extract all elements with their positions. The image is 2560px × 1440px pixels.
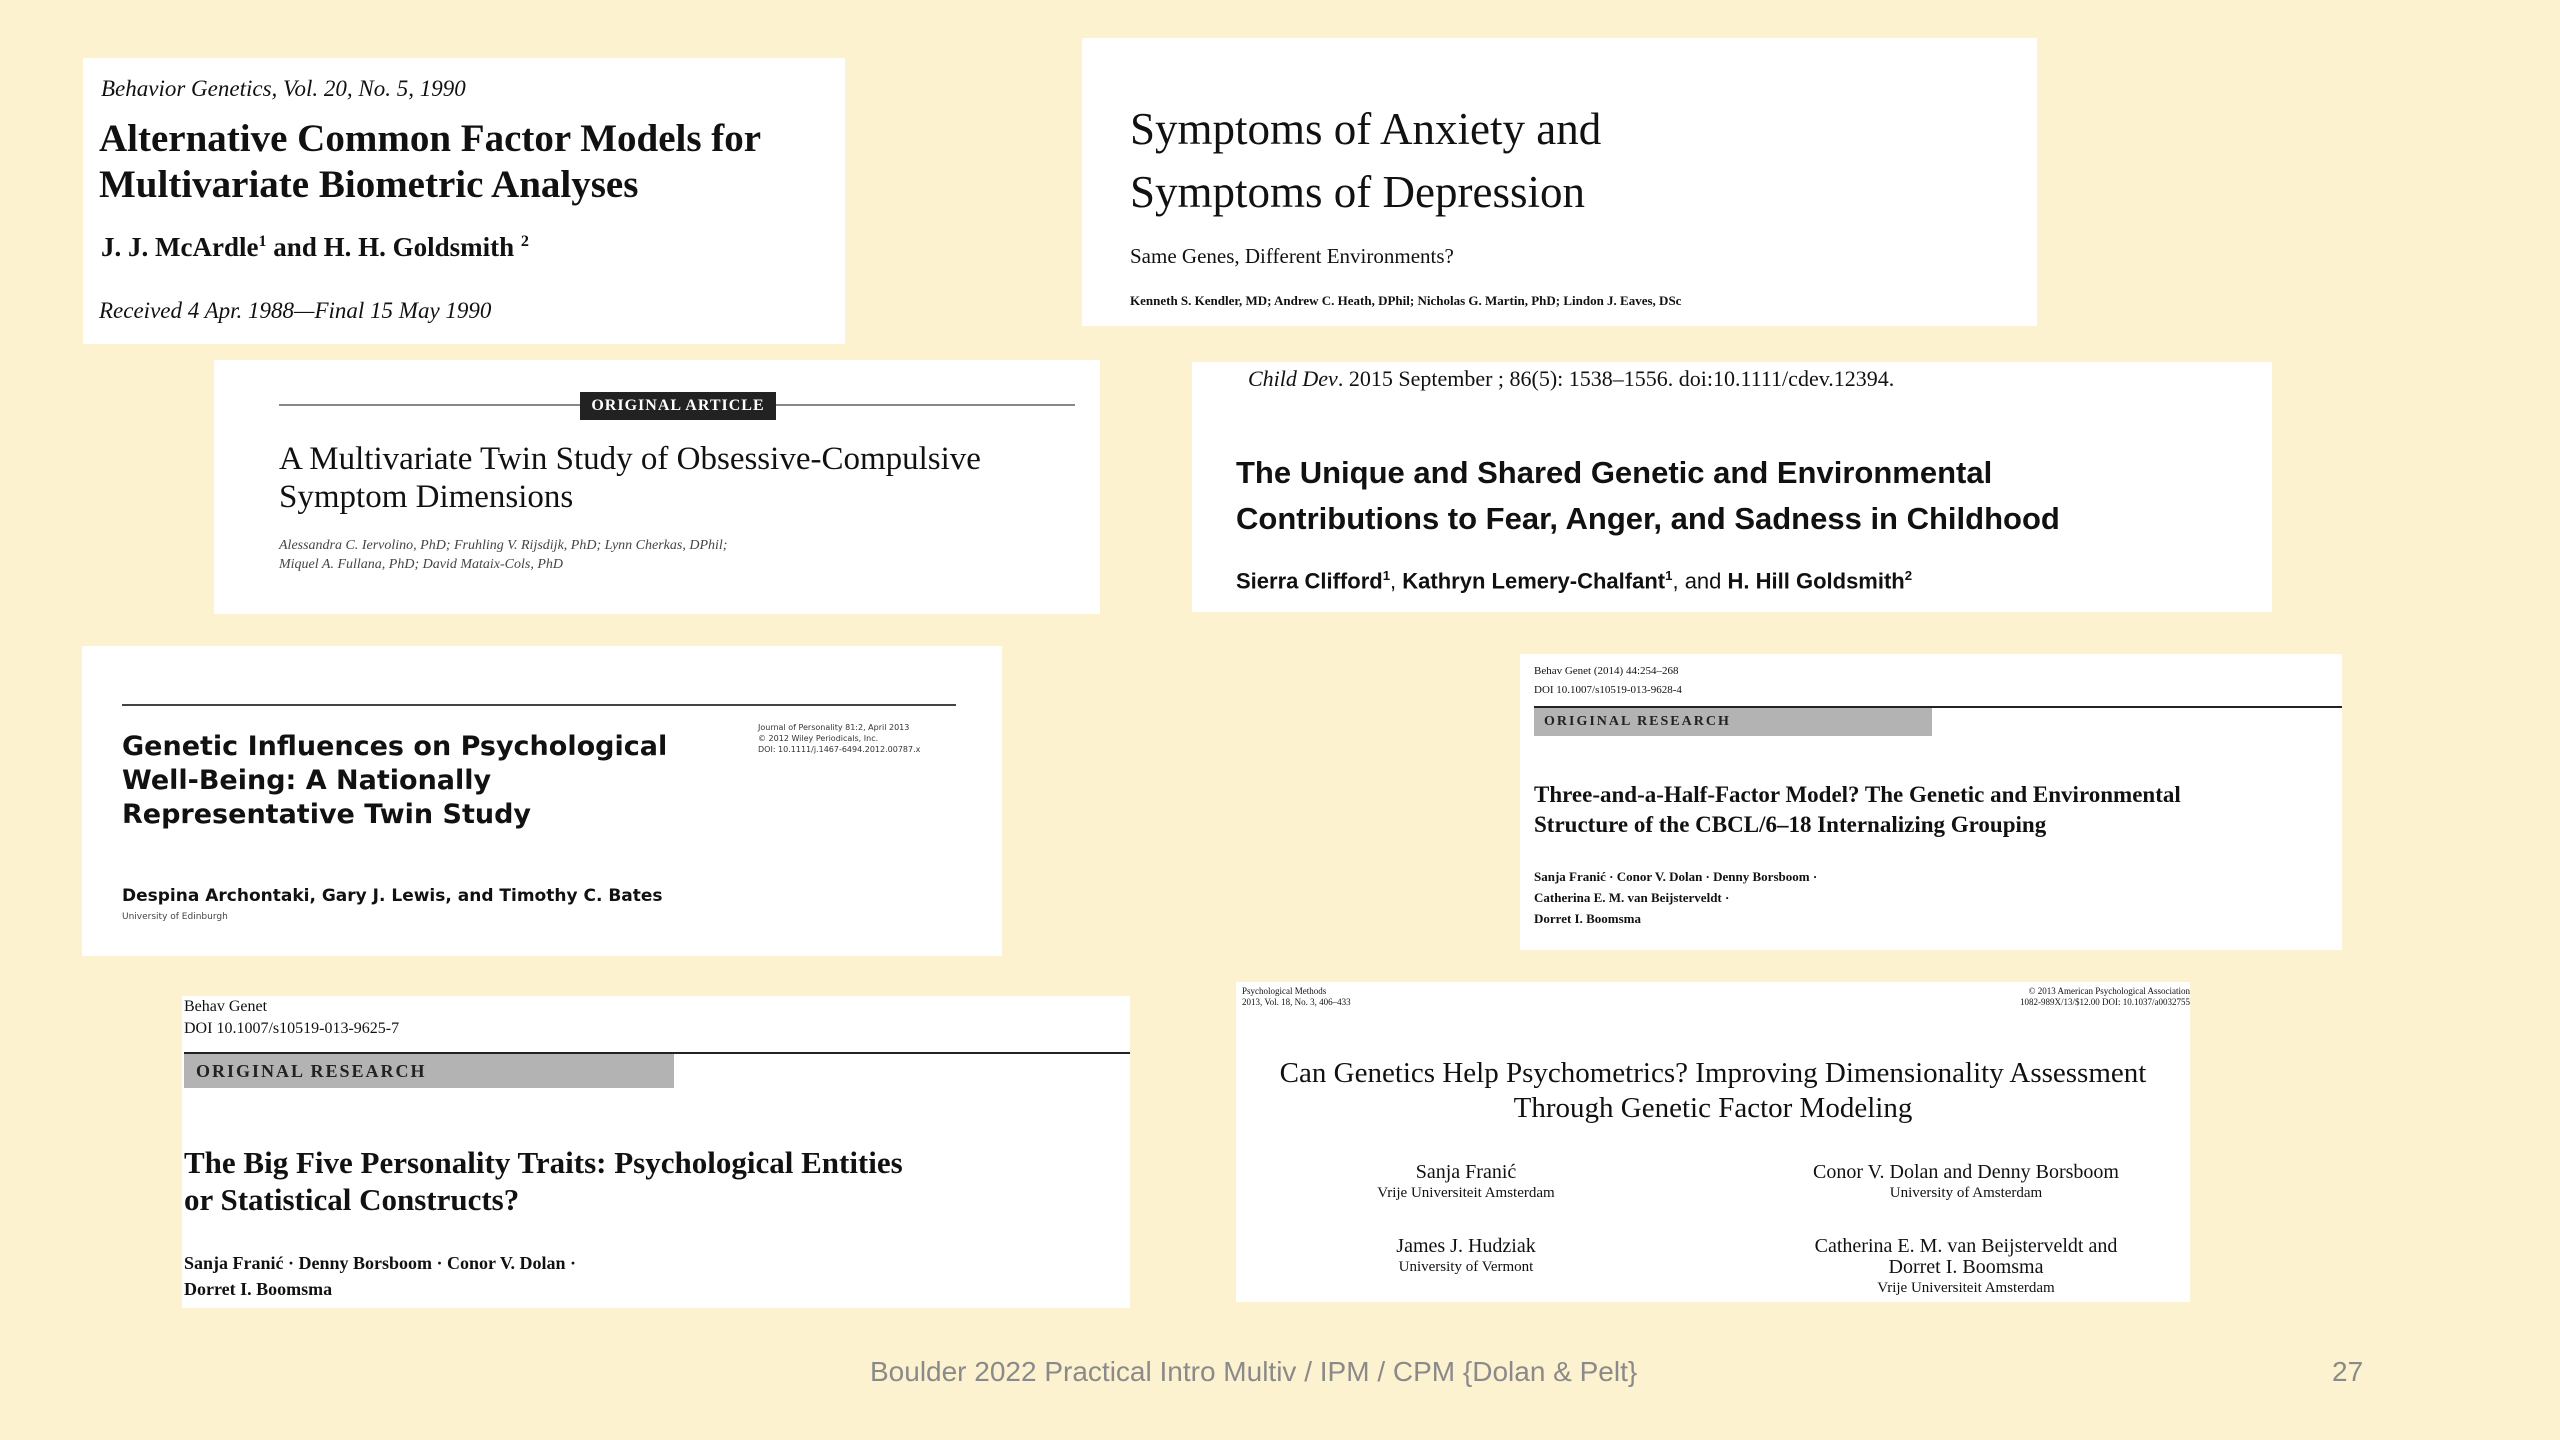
title-line: Three-and-a-Half-Factor Model? The Genetic and Environmental xyxy=(1534,782,2181,807)
author-line: Dorret I. Boomsma xyxy=(1534,911,1641,926)
meta-line: 2013, Vol. 18, No. 3, 406–433 xyxy=(1242,997,1351,1007)
title-line: Alternative Common Factor Models for xyxy=(99,117,762,160)
author-name: Dorret I. Boomsma xyxy=(1888,1256,2044,1278)
affiliation-mark: 1 xyxy=(258,232,267,250)
journal-citation: Behavior Genetics, Vol. 20, No. 5, 1990 xyxy=(101,76,466,101)
author-line: Catherina E. M. van Beijsterveldt · xyxy=(1534,890,1730,905)
paper-title xyxy=(1130,98,1601,224)
title-line: Contributions to Fear, Anger, and Sadness in Childhood xyxy=(1236,501,2060,536)
title-line: The Big Five Personality Traits: Psychological Entities xyxy=(184,1145,903,1180)
paper-card-archontaki xyxy=(82,646,1002,956)
author-name: Conor V. Dolan and Denny Borsboom xyxy=(1813,1161,2119,1183)
title-line: The Unique and Shared Genetic and Environmental xyxy=(1236,455,1993,490)
paper-title xyxy=(122,730,667,832)
title-line: Structure of the CBCL/6–18 Internalizing Grouping xyxy=(1534,812,2047,837)
paper-subtitle: Same Genes, Different Environments? xyxy=(1130,244,1454,268)
author-line: Alessandra C. Iervolino, PhD; Fruhling V. Rijsdijk, PhD; Lynn Cherkas, DPhil; xyxy=(279,538,728,553)
journal-meta xyxy=(184,996,399,1040)
meta-line: © 2013 American Psychological Association xyxy=(2028,986,2190,996)
affiliation-mark: 2 xyxy=(520,232,529,250)
author-list xyxy=(279,536,727,574)
author-affiliation: University of Vermont xyxy=(1398,1259,1534,1275)
title-line: Representative Twin Study xyxy=(122,799,532,830)
author-affiliation: Vrije Universiteit Amsterdam xyxy=(1877,1280,2055,1296)
author: and H. H. Goldsmith xyxy=(266,232,521,262)
author-list xyxy=(1534,866,1817,929)
meta-line: DOI 10.1007/s10519-013-9625-7 xyxy=(184,1020,400,1037)
paper-card-iervolino xyxy=(214,360,1100,614)
paper-card-kendler xyxy=(1082,38,2037,326)
author-name: Catherina E. M. van Beijsterveldt and xyxy=(1814,1235,2118,1257)
title-line: Can Genetics Help Psychometrics? Improving Dimensionality Assessment xyxy=(1279,1057,2147,1089)
author-list xyxy=(1236,568,1912,594)
title-line: Well-Being: A Nationally xyxy=(122,765,492,796)
author-list: Despina Archontaki, Gary J. Lewis, and Timothy C. Bates xyxy=(122,886,663,906)
author-separator: , and xyxy=(1672,568,1728,594)
title-line: A Multivariate Twin Study of Obsessive-Compulsive xyxy=(279,441,981,477)
journal-meta-left xyxy=(1242,986,1351,1008)
meta-line: 1082-989X/13/$12.00 DOI: 10.1037/a0032755 xyxy=(2020,997,2190,1007)
citation-details: . 2015 September ; 86(5): 1538–1556. doi:10.1111/cdev.12394. xyxy=(1337,366,1895,391)
author-block xyxy=(1316,1236,1616,1278)
journal-citation xyxy=(1248,366,1894,392)
paper-title xyxy=(1236,450,2060,542)
author: H. Hill Goldsmith xyxy=(1727,568,1905,594)
author-block xyxy=(1766,1236,2166,1299)
journal-name: Child Dev xyxy=(1248,366,1338,391)
author-block xyxy=(1316,1162,1616,1204)
journal-meta xyxy=(758,722,920,755)
paper-card-franic-psychometrics xyxy=(1236,982,2190,1302)
title-line: Symptoms of Depression xyxy=(1130,167,1585,217)
paper-title xyxy=(1534,780,2181,840)
affiliation-mark: 2 xyxy=(1904,568,1913,583)
meta-line: DOI: 10.1111/j.1467-6494.2012.00787.x xyxy=(758,745,921,754)
title-line: Genetic Influences on Psychological xyxy=(122,731,668,762)
paper-title xyxy=(99,116,761,208)
journal-meta xyxy=(1534,662,1682,700)
title-line: Symptom Dimensions xyxy=(279,479,574,515)
paper-card-mcardle-goldsmith xyxy=(83,58,845,344)
slide-page-number: 27 xyxy=(2332,1356,2364,1387)
header-rule xyxy=(122,704,956,706)
meta-line: © 2012 Wiley Periodicals, Inc. xyxy=(758,734,879,743)
author-line: Sanja Franić · Conor V. Dolan · Denny Borsboom · xyxy=(1534,869,1818,884)
received-dates: Received 4 Apr. 1988—Final 15 May 1990 xyxy=(99,298,492,323)
article-type-badge: ORIGINAL ARTICLE xyxy=(580,392,776,420)
author-affiliation: University of Amsterdam xyxy=(1889,1185,2043,1201)
meta-line: DOI 10.1007/s10519-013-9628-4 xyxy=(1534,684,1682,696)
affiliation-mark: 1 xyxy=(1665,568,1673,583)
author-list: Kenneth S. Kendler, MD; Andrew C. Heath, DPhil; Nicholas G. Martin, PhD; Lindon J. Eaves, DSc xyxy=(1130,293,1682,308)
meta-line: Journal of Personality 81:2, April 2013 xyxy=(758,723,910,732)
affiliation: University of Edinburgh xyxy=(122,912,228,922)
journal-meta-right xyxy=(2020,986,2190,1008)
author-list xyxy=(184,1250,576,1302)
author: Sierra Clifford xyxy=(1236,568,1383,594)
meta-line: Psychological Methods xyxy=(1242,986,1327,996)
author-name: Sanja Franić xyxy=(1415,1161,1517,1183)
author-separator: , xyxy=(1390,568,1403,594)
author-line: Sanja Franić · Denny Borsboom · Conor V. Dolan · xyxy=(184,1253,577,1273)
author: Kathryn Lemery-Chalfant xyxy=(1402,568,1666,594)
slide-footer: Boulder 2022 Practical Intro Multiv / IPM / CPM {Dolan & Pelt} xyxy=(870,1356,1638,1387)
article-type-badge: ORIGINAL RESEARCH xyxy=(184,1054,674,1088)
author-block xyxy=(1766,1162,2166,1204)
paper-title xyxy=(279,440,981,516)
author-line: Dorret I. Boomsma xyxy=(184,1279,333,1299)
author-list xyxy=(101,232,529,263)
author-name: James J. Hudziak xyxy=(1396,1235,1536,1257)
paper-card-franic-cbcl xyxy=(1520,654,2342,950)
paper-card-franic-big-five xyxy=(182,996,1130,1308)
title-line: Multivariate Biometric Analyses xyxy=(99,163,639,206)
author: J. J. McArdle xyxy=(101,232,259,262)
meta-line: Behav Genet xyxy=(184,998,268,1015)
meta-line: Behav Genet (2014) 44:254–268 xyxy=(1534,665,1679,677)
paper-card-clifford xyxy=(1192,362,2272,612)
paper-title xyxy=(184,1144,903,1218)
title-line: Symptoms of Anxiety and xyxy=(1130,104,1602,154)
affiliation-mark: 1 xyxy=(1382,568,1391,583)
article-type-badge: ORIGINAL RESEARCH xyxy=(1534,708,1932,736)
paper-title xyxy=(1236,1056,2190,1126)
author-affiliation: Vrije Universiteit Amsterdam xyxy=(1377,1185,1555,1201)
title-line: Through Genetic Factor Modeling xyxy=(1513,1092,1913,1124)
title-line: or Statistical Constructs? xyxy=(184,1182,520,1217)
author-line: Miquel A. Fullana, PhD; David Mataix-Cols, PhD xyxy=(279,557,563,572)
